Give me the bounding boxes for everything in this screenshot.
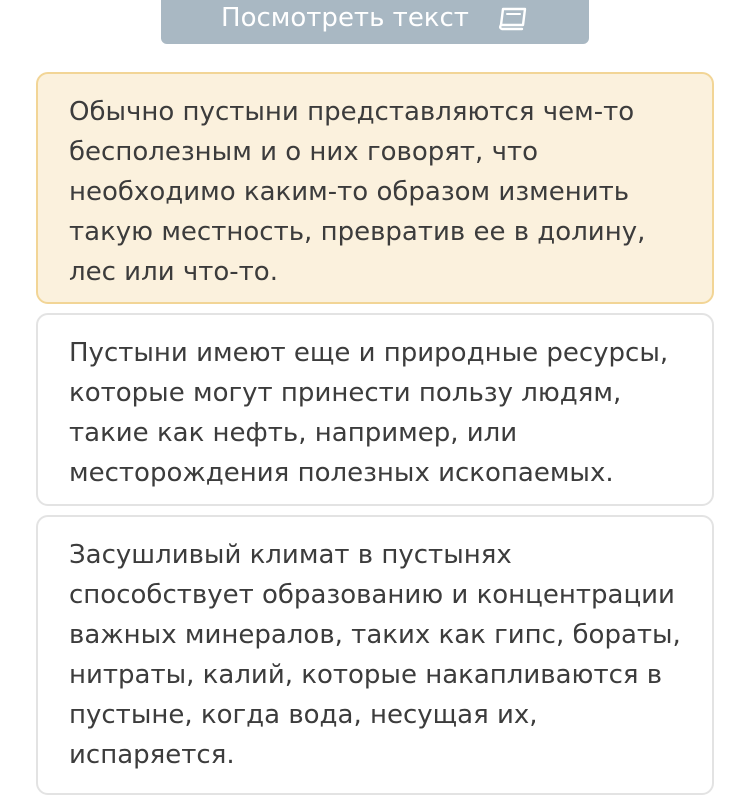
- view-text-button[interactable]: [161, 0, 589, 44]
- book-icon: [497, 5, 529, 31]
- view-text-label: Посмотреть текст: [221, 3, 469, 33]
- answer-card-text: Засушливый климат в пустынях способствует образованию и концентрации важных минералов, таких как гипс, бораты, нитраты, калий, которые накапливаются в пустыне, когда вода, несущая их, испаряется.: [69, 540, 681, 770]
- answer-card[interactable]: [36, 515, 714, 795]
- answer-card-text: Пустыни имеют еще и природные ресурсы, которые могут принести пользу людям, такие как нефть, например, или месторождения полезных ископаемых.: [69, 338, 669, 488]
- answer-card[interactable]: [36, 313, 714, 506]
- answer-card-selected[interactable]: [36, 72, 714, 304]
- answer-card-text: Обычно пустыни представляются чем-то бесполезным и о них говорят, что необходимо каким-то образом изменить такую местность, превратив ее в долину, лес или что-то.: [69, 97, 646, 287]
